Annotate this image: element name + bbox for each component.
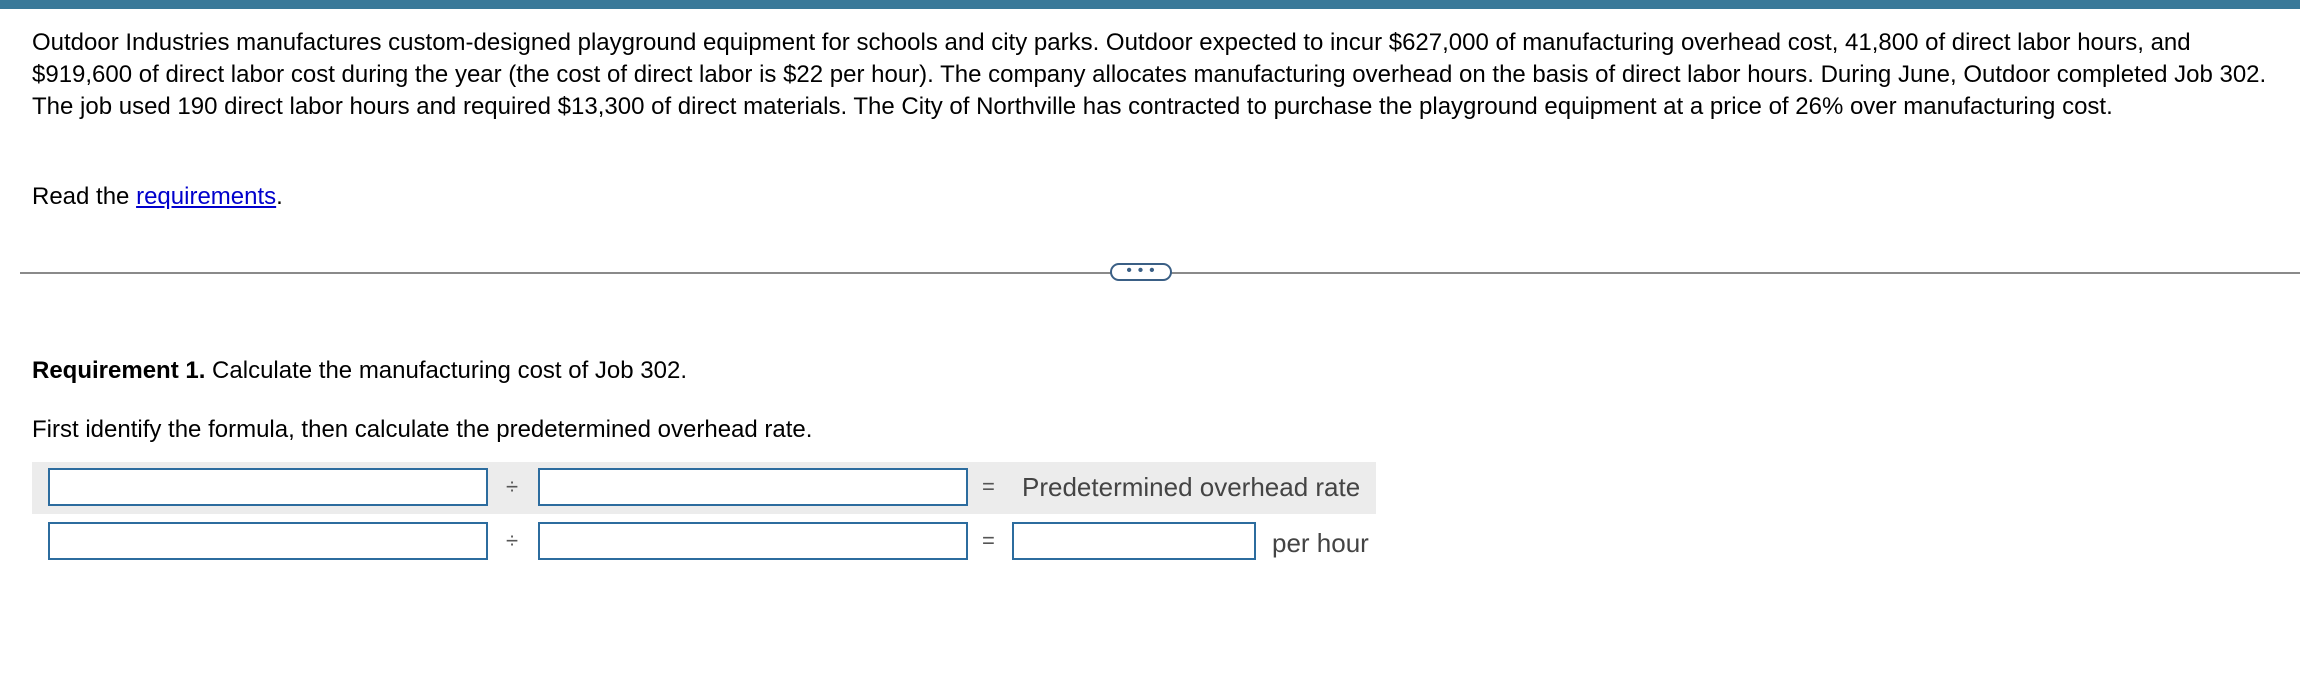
allocation-base-input[interactable] [538, 522, 968, 560]
equals-symbol: = [982, 474, 995, 499]
read-prefix: Read the [32, 183, 137, 210]
formula-denominator-input[interactable] [538, 468, 968, 506]
overhead-rate-result-input[interactable] [1012, 522, 1256, 560]
top-accent-bar [0, 0, 2300, 9]
requirement-heading [32, 355, 687, 387]
read-suffix: . [276, 183, 283, 210]
formula-numerator-input[interactable] [48, 468, 488, 506]
per-hour-label: per hour [1272, 528, 1369, 558]
equals-symbol: = [982, 528, 995, 553]
instruction-text: First identify the formula, then calculate the predetermined overhead rate. [32, 416, 813, 443]
predetermined-overhead-rate-label: Predetermined overhead rate [1022, 472, 1361, 502]
divide-symbol: ÷ [506, 474, 519, 499]
divide-symbol: ÷ [506, 528, 519, 553]
formula-row-values [32, 516, 1376, 568]
expand-ellipsis-button[interactable]: • • • [1110, 263, 1172, 281]
requirement-label: Requirement 1. [32, 357, 206, 384]
problem-statement: Outdoor Industries manufactures custom-designed playground equipment for schools and city parks. Outdoor expected to incur $627,000 of manufacturing overhead cost, 41,800 of direct labor hours, and $919,600 of direct labor cost during the year (the cost of direct labor is $22 per hour). The company allocates manufacturing overhead on the basis of direct labor hours. During June, Outdoor completed Job 302. The job used 190 direct labor hours and required $13,300 of direct materials. The City of Northville has contracted to purchase the playground equipment at a price of 26% over manufacturing cost. [32, 29, 2267, 120]
formula-row-labels [32, 462, 1376, 514]
requirement-text: Calculate the manufacturing cost of Job 302. [205, 357, 688, 384]
requirements-link[interactable]: requirements [136, 183, 277, 210]
read-requirements-line [32, 181, 283, 213]
overhead-cost-input[interactable] [48, 522, 488, 560]
